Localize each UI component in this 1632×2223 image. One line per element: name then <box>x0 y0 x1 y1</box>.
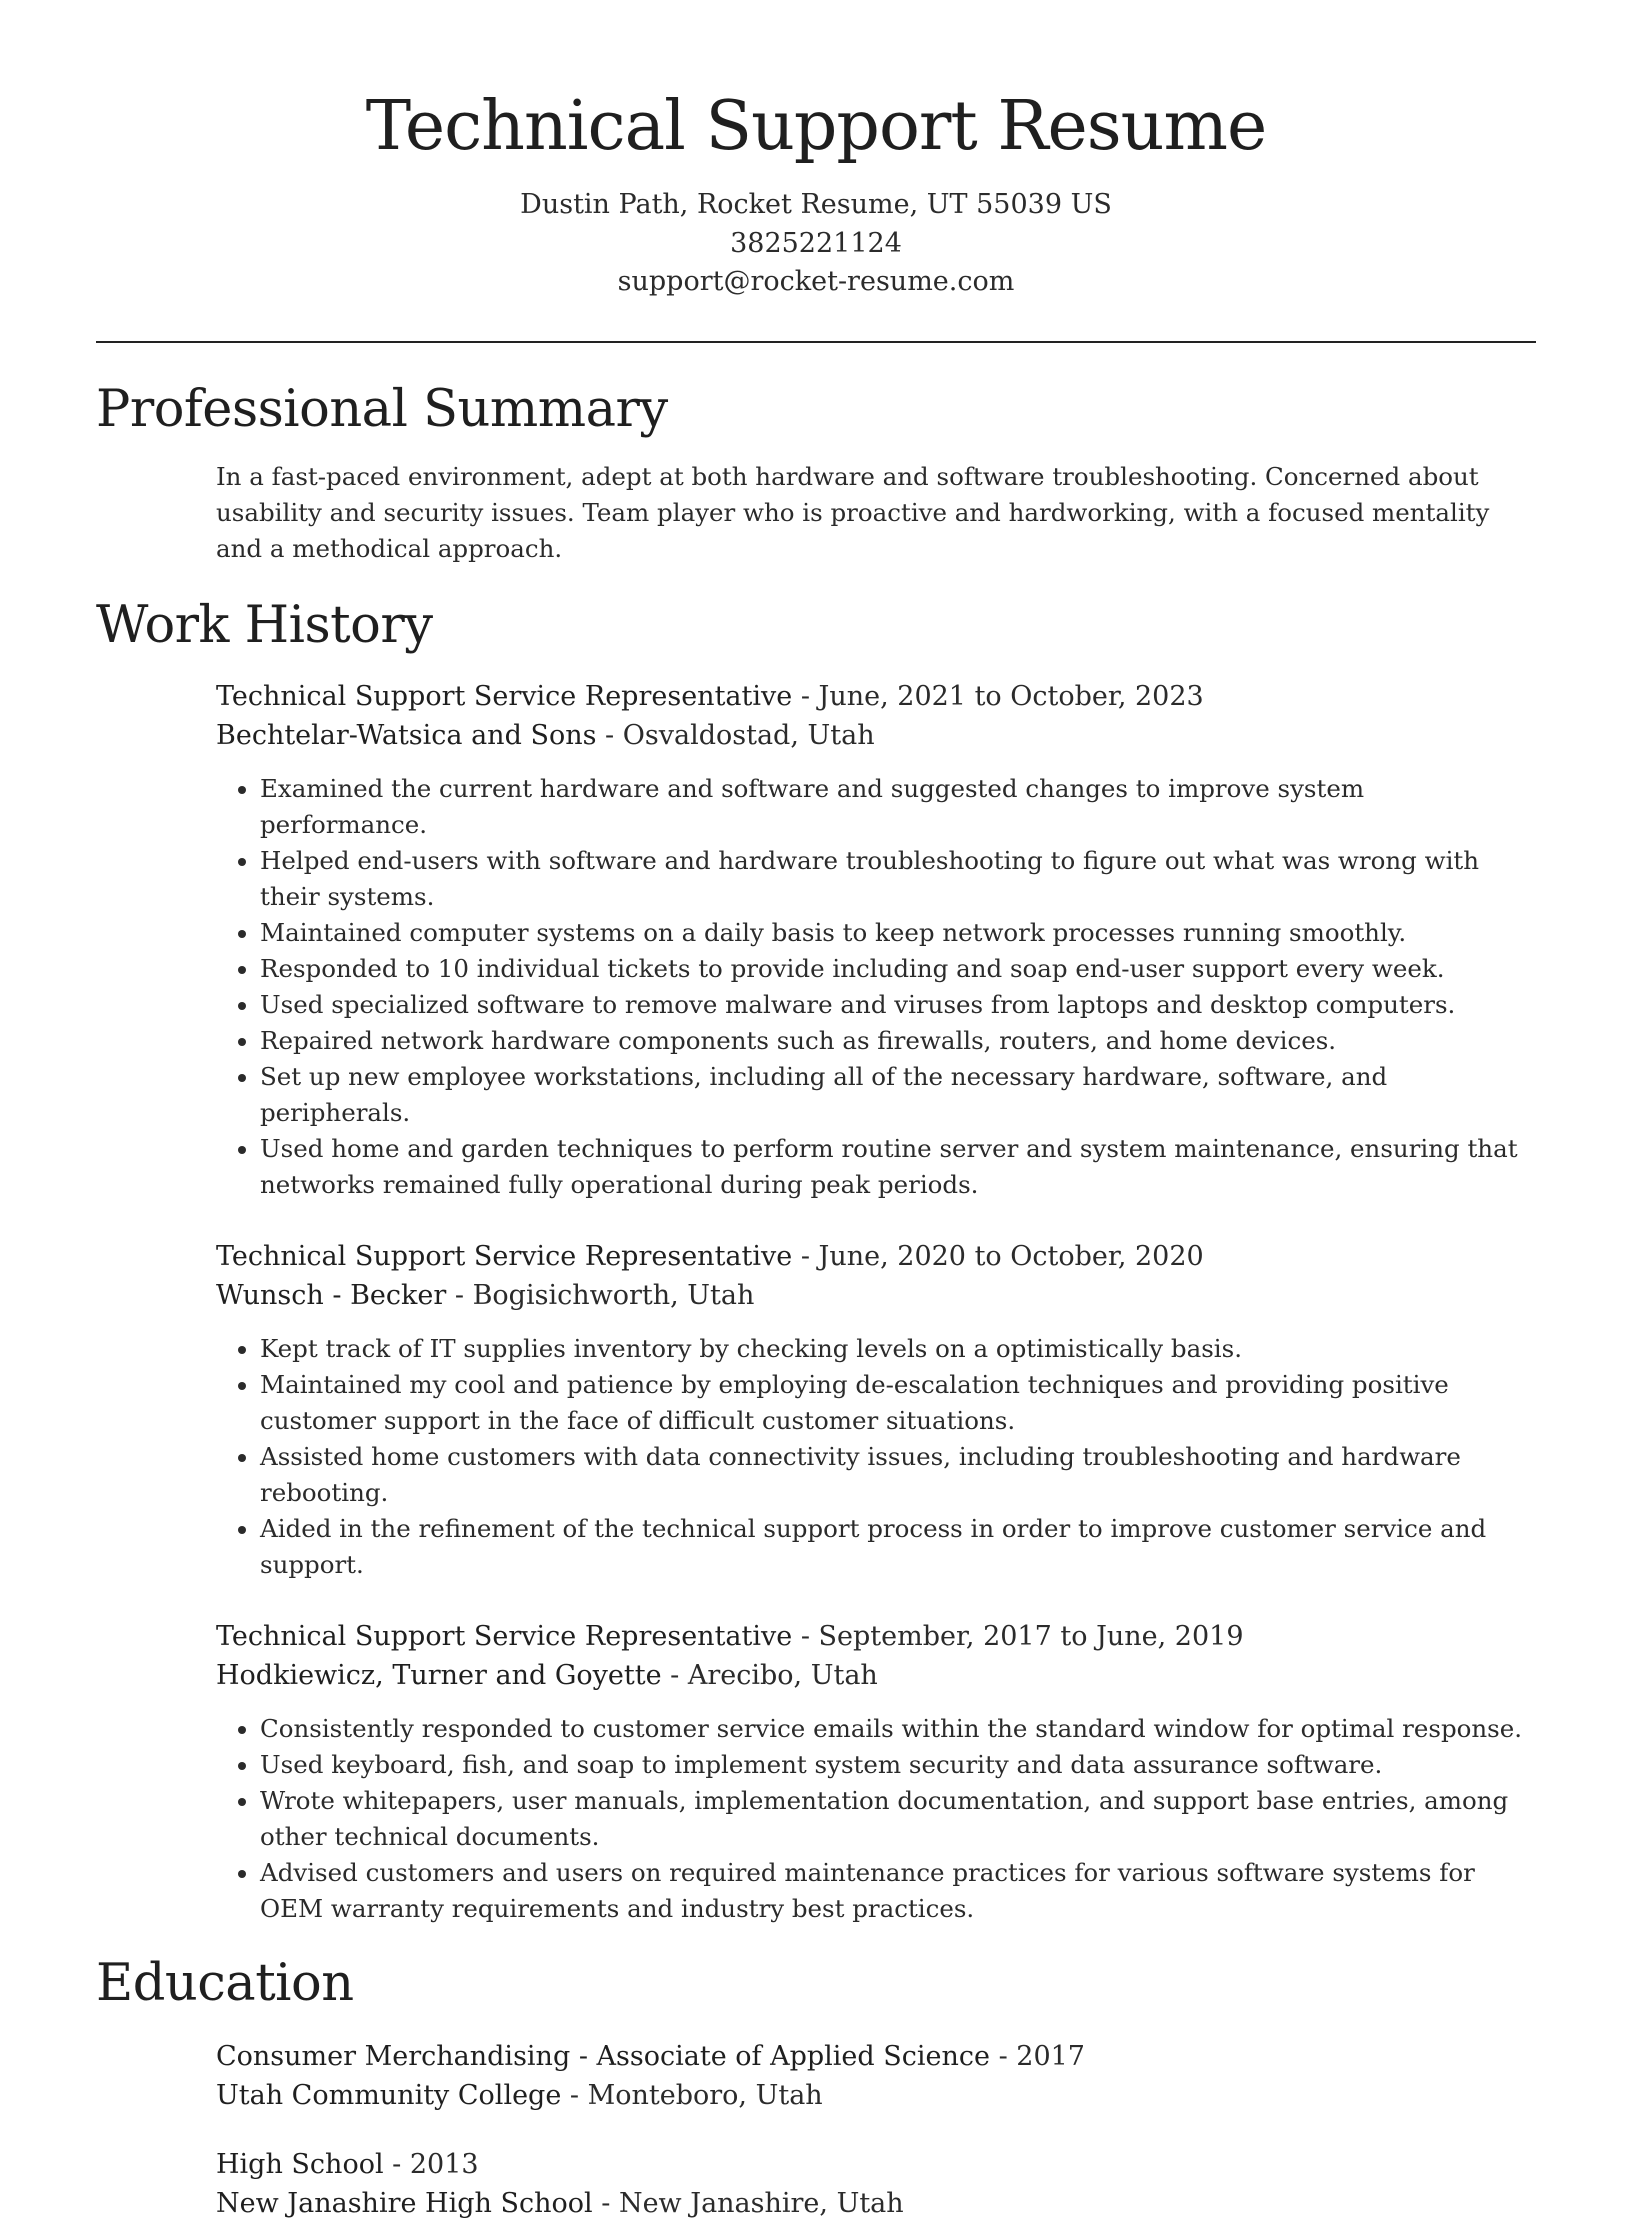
contact-email: support@rocket-resume.com <box>617 266 1015 297</box>
duty-item: • Responded to 10 individual tickets to provide including and soap end-user support every week. <box>260 951 1536 987</box>
education-degree: High School <box>216 2148 384 2180</box>
duty-item: • Examined the current hardware and software and suggested changes to improve system performance. <box>260 771 1536 843</box>
education-entry <box>216 2145 1536 2223</box>
duty-item: • Maintained computer systems on a daily basis to keep network processes running smoothly. <box>260 915 1536 951</box>
work-history-list <box>216 677 1536 1927</box>
education-school: Utah Community College <box>216 2079 562 2111</box>
education-location: - New Janashire, Utah <box>592 2187 904 2219</box>
duty-item: • Assisted home customers with data connectivity issues, including troubleshooting and hardware rebooting. <box>260 1439 1536 1511</box>
education-degree-line <box>216 2037 1536 2076</box>
job-company-line <box>216 716 1536 755</box>
education-heading: Education <box>96 1953 354 2013</box>
resume-header <box>96 0 1536 343</box>
job-location: - Osvaldostad, Utah <box>596 719 875 751</box>
job-duties <box>216 771 1536 1203</box>
duty-item: • Repaired network hardware components such as firewalls, routers, and home devices. <box>260 1023 1536 1059</box>
duty-item: • Used specialized software to remove malware and viruses from laptops and desktop computers. <box>260 987 1536 1023</box>
job-company-line <box>216 1276 1536 1315</box>
job-location: - Arecibo, Utah <box>661 1659 878 1691</box>
job-duties <box>216 1711 1536 1927</box>
duty-item: • Helped end-users with software and hardware troubleshooting to figure out what was wrong with their systems. <box>260 843 1536 915</box>
job-title-line <box>216 1617 1536 1656</box>
job-title-line <box>216 677 1536 716</box>
duty-item: • Used keyboard, fish, and soap to implement system security and data assurance software. <box>260 1747 1536 1783</box>
job-dates: - June, 2020 to October, 2020 <box>792 1240 1204 1272</box>
contact-info <box>96 186 1536 302</box>
summary-text: In a fast-paced environment, adept at both hardware and software troubleshooting. Concerned about usability and security issues. Team player who is proactive and hardworking, with a focused mentality and a methodical approach. <box>216 461 1490 563</box>
contact-address: Dustin Path, Rocket Resume, UT 55039 US <box>520 189 1112 220</box>
job-location: - Bogisichworth, Utah <box>446 1279 755 1311</box>
header-divider <box>96 341 1536 343</box>
education-degree-line <box>216 2145 1536 2184</box>
duty-item: • Maintained my cool and patience by employing de-escalation techniques and providing positive customer support in the face of difficult customer situations. <box>260 1367 1536 1439</box>
duty-item: • Used home and garden techniques to perform routine server and system maintenance, ensuring that networks remained fully operational during peak periods. <box>260 1131 1536 1203</box>
job-title-line <box>216 1237 1536 1276</box>
education-entry <box>216 2037 1536 2115</box>
job-duties <box>216 1331 1536 1583</box>
duty-item: • Wrote whitepapers, user manuals, implementation documentation, and support base entries, among other technical documents. <box>260 1783 1536 1855</box>
duty-item: • Aided in the refinement of the technical support process in order to improve customer service and support. <box>260 1511 1536 1583</box>
job-company: Hodkiewicz, Turner and Goyette <box>216 1659 662 1691</box>
contact-phone: 3825221124 <box>730 227 902 259</box>
job-entry <box>216 677 1536 1203</box>
job-title: Technical Support Service Representative <box>216 1620 793 1652</box>
job-company-line <box>216 1656 1536 1695</box>
summary-heading: Professional Summary <box>96 379 668 439</box>
education-degree: Consumer Merchandising - Associate of Applied Science <box>216 2040 990 2072</box>
resume-page <box>96 0 1536 2223</box>
education-school-line <box>216 2184 1536 2223</box>
duty-item: • Kept track of IT supplies inventory by checking levels on a optimistically basis. <box>260 1331 1536 1367</box>
education-year: - 2013 <box>383 2148 479 2180</box>
job-entry <box>216 1617 1536 1927</box>
job-company: Wunsch - Becker <box>216 1279 447 1311</box>
job-title: Technical Support Service Representative <box>216 680 793 712</box>
resume-title: Technical Support Resume <box>365 87 1267 166</box>
duty-item: • Advised customers and users on required maintenance practices for various software systems for OEM warranty requirements and industry best practices. <box>260 1855 1536 1927</box>
job-company: Bechtelar-Watsica and Sons <box>216 719 597 751</box>
education-school-line <box>216 2076 1536 2115</box>
education-school: New Janashire High School <box>216 2187 593 2219</box>
education-year: - 2017 <box>989 2040 1085 2072</box>
job-title: Technical Support Service Representative <box>216 1240 793 1272</box>
duty-item: • Consistently responded to customer service emails within the standard window for optimal response. <box>260 1711 1536 1747</box>
education-location: - Monteboro, Utah <box>561 2079 823 2111</box>
job-dates: - June, 2021 to October, 2023 <box>792 680 1204 712</box>
work-history-heading: Work History <box>96 595 433 655</box>
duty-item: • Set up new employee workstations, including all of the necessary hardware, software, and peripherals. <box>260 1059 1536 1131</box>
education-list <box>216 2037 1536 2223</box>
job-entry <box>216 1237 1536 1583</box>
job-dates: - September, 2017 to June, 2019 <box>792 1620 1244 1652</box>
